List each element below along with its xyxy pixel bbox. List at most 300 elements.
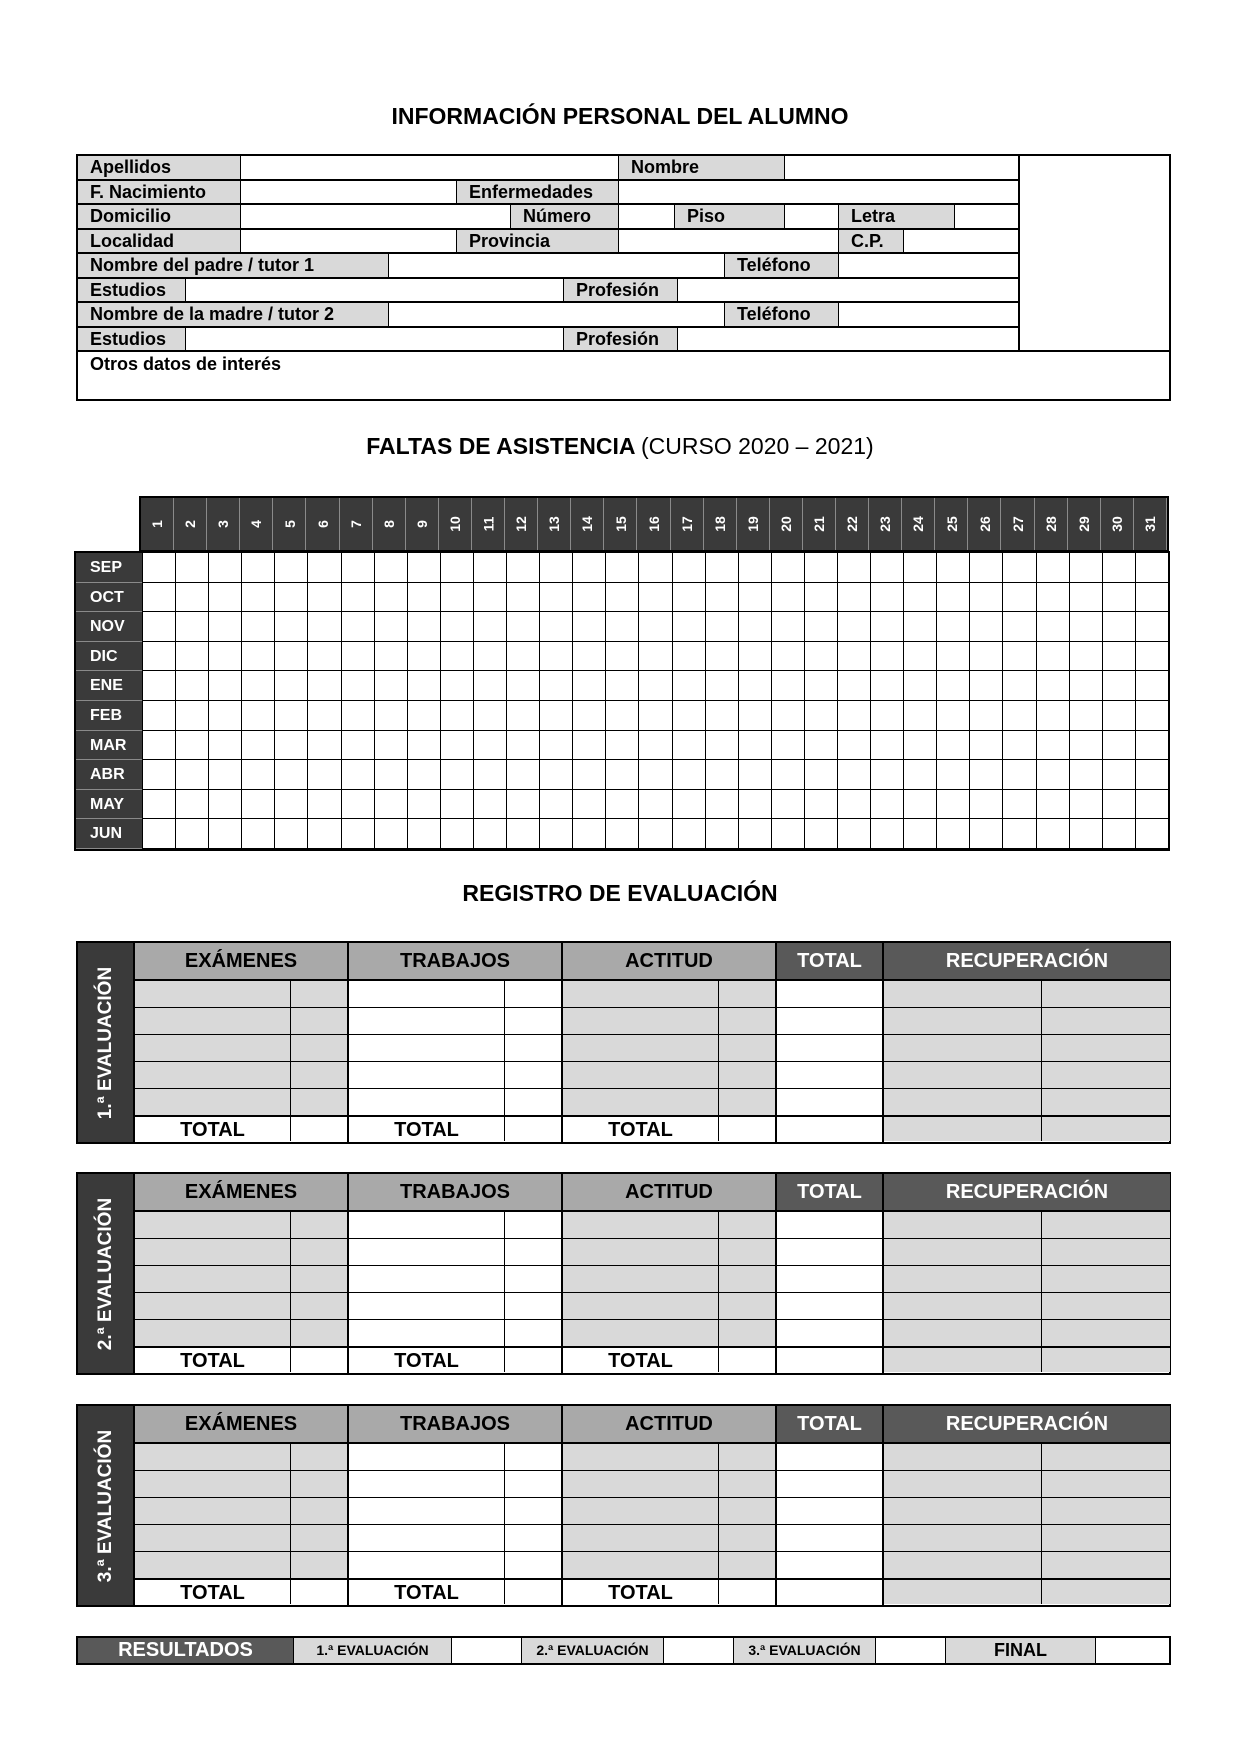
actitud-item-cell[interactable]: [563, 1239, 719, 1265]
trabajos-item-cell[interactable]: [349, 1089, 505, 1115]
attendance-cell[interactable]: [638, 731, 671, 761]
examenes-item-cell[interactable]: [135, 1239, 291, 1265]
attendance-cell[interactable]: [341, 760, 374, 790]
actitud-grade-cell[interactable]: [719, 1320, 775, 1346]
recuperacion-item-cell[interactable]: [884, 1212, 1042, 1238]
attendance-cell[interactable]: [903, 731, 936, 761]
attendance-cell[interactable]: [903, 790, 936, 820]
attendance-cell[interactable]: [1102, 790, 1135, 820]
attendance-cell[interactable]: [771, 612, 804, 642]
attendance-cell[interactable]: [473, 760, 506, 790]
attendance-cell[interactable]: [506, 731, 539, 761]
attendance-cell[interactable]: [738, 553, 771, 583]
actitud-grade-cell[interactable]: [719, 1348, 775, 1372]
attendance-cell[interactable]: [274, 583, 307, 613]
total-grade-cell[interactable]: [777, 1498, 882, 1525]
attendance-cell[interactable]: [572, 701, 605, 731]
attendance-cell[interactable]: [506, 553, 539, 583]
trabajos-grade-cell[interactable]: [505, 981, 561, 1007]
trabajos-item-cell[interactable]: [349, 1239, 505, 1265]
attendance-cell[interactable]: [539, 819, 572, 849]
attendance-cell[interactable]: [903, 642, 936, 672]
examenes-grade-cell[interactable]: [291, 1525, 347, 1551]
attendance-cell[interactable]: [705, 701, 738, 731]
attendance-cell[interactable]: [307, 583, 340, 613]
attendance-cell[interactable]: [738, 790, 771, 820]
attendance-cell[interactable]: [175, 819, 208, 849]
total-grade-cell[interactable]: [777, 1035, 882, 1062]
attendance-cell[interactable]: [241, 760, 274, 790]
actitud-item-cell[interactable]: [563, 1062, 719, 1088]
attendance-cell[interactable]: [208, 790, 241, 820]
attendance-cell[interactable]: [374, 642, 407, 672]
attendance-cell[interactable]: [1102, 819, 1135, 849]
total-grade-cell[interactable]: [777, 1552, 882, 1579]
attendance-cell[interactable]: [804, 612, 837, 642]
total-grade-cell[interactable]: [777, 1089, 882, 1116]
actitud-grade-cell[interactable]: [719, 1471, 775, 1497]
attendance-cell[interactable]: [572, 612, 605, 642]
recuperacion-item-cell[interactable]: [884, 1580, 1042, 1604]
attendance-cell[interactable]: [208, 553, 241, 583]
actitud-grade-cell[interactable]: [719, 1062, 775, 1088]
attendance-cell[interactable]: [738, 671, 771, 701]
attendance-cell[interactable]: [539, 760, 572, 790]
recuperacion-grade-cell[interactable]: [1042, 1580, 1170, 1604]
attendance-cell[interactable]: [175, 760, 208, 790]
trabajos-item-cell[interactable]: [349, 1444, 505, 1470]
examenes-grade-cell[interactable]: [291, 981, 347, 1007]
actitud-item-cell[interactable]: [563, 1035, 719, 1061]
trabajos-item-cell[interactable]: [349, 1212, 505, 1238]
estudios-madre-field[interactable]: [185, 328, 563, 351]
nacimiento-field[interactable]: [240, 181, 456, 204]
attendance-cell[interactable]: [1069, 671, 1102, 701]
attendance-cell[interactable]: [837, 583, 870, 613]
attendance-cell[interactable]: [1069, 553, 1102, 583]
trabajos-item-cell[interactable]: [349, 1266, 505, 1292]
examenes-grade-cell[interactable]: [291, 1552, 347, 1578]
actitud-grade-cell[interactable]: [719, 981, 775, 1007]
attendance-cell[interactable]: [969, 731, 1002, 761]
attendance-cell[interactable]: [506, 642, 539, 672]
attendance-cell[interactable]: [274, 642, 307, 672]
examenes-grade-cell[interactable]: [291, 1089, 347, 1115]
attendance-cell[interactable]: [142, 583, 175, 613]
attendance-cell[interactable]: [506, 583, 539, 613]
recuperacion-item-cell[interactable]: [884, 1525, 1042, 1551]
examenes-grade-cell[interactable]: [291, 1498, 347, 1524]
recuperacion-grade-cell[interactable]: [1042, 1525, 1170, 1551]
attendance-cell[interactable]: [142, 731, 175, 761]
recuperacion-item-cell[interactable]: [884, 1008, 1042, 1034]
actitud-grade-cell[interactable]: [719, 1117, 775, 1141]
trabajos-item-cell[interactable]: [349, 1552, 505, 1578]
recuperacion-item-cell[interactable]: [884, 1320, 1042, 1346]
letra-field[interactable]: [954, 205, 1018, 228]
attendance-cell[interactable]: [638, 671, 671, 701]
attendance-cell[interactable]: [837, 671, 870, 701]
attendance-cell[interactable]: [1036, 701, 1069, 731]
total-grade-cell[interactable]: [777, 1471, 882, 1498]
attendance-cell[interactable]: [307, 790, 340, 820]
trabajos-item-cell[interactable]: [349, 1293, 505, 1319]
attendance-cell[interactable]: [672, 701, 705, 731]
examenes-item-cell[interactable]: [135, 1212, 291, 1238]
attendance-cell[interactable]: [672, 731, 705, 761]
attendance-cell[interactable]: [241, 731, 274, 761]
recuperacion-item-cell[interactable]: [884, 1444, 1042, 1470]
actitud-item-cell[interactable]: [563, 981, 719, 1007]
examenes-grade-cell[interactable]: [291, 1062, 347, 1088]
attendance-cell[interactable]: [1036, 760, 1069, 790]
attendance-cell[interactable]: [638, 583, 671, 613]
actitud-grade-cell[interactable]: [719, 1552, 775, 1578]
attendance-cell[interactable]: [274, 819, 307, 849]
attendance-cell[interactable]: [407, 701, 440, 731]
attendance-cell[interactable]: [274, 731, 307, 761]
attendance-cell[interactable]: [142, 790, 175, 820]
total-grade-cell[interactable]: [777, 1062, 882, 1089]
attendance-cell[interactable]: [837, 701, 870, 731]
recuperacion-item-cell[interactable]: [884, 1498, 1042, 1524]
attendance-cell[interactable]: [738, 642, 771, 672]
attendance-cell[interactable]: [142, 760, 175, 790]
telefono-madre-field[interactable]: [838, 303, 1018, 326]
attendance-cell[interactable]: [605, 553, 638, 583]
attendance-cell[interactable]: [274, 553, 307, 583]
attendance-cell[interactable]: [903, 583, 936, 613]
actitud-item-cell[interactable]: [563, 1498, 719, 1524]
recuperacion-grade-cell[interactable]: [1042, 1089, 1170, 1115]
recuperacion-grade-cell[interactable]: [1042, 1498, 1170, 1524]
actitud-item-cell[interactable]: [563, 1552, 719, 1578]
examenes-item-cell[interactable]: [135, 1552, 291, 1578]
attendance-cell[interactable]: [672, 642, 705, 672]
attendance-cell[interactable]: [936, 701, 969, 731]
attendance-cell[interactable]: [341, 642, 374, 672]
attendance-cell[interactable]: [1036, 731, 1069, 761]
trabajos-grade-cell[interactable]: [505, 1293, 561, 1319]
attendance-cell[interactable]: [506, 819, 539, 849]
attendance-cell[interactable]: [407, 760, 440, 790]
attendance-cell[interactable]: [307, 553, 340, 583]
attendance-cell[interactable]: [241, 701, 274, 731]
actitud-item-cell[interactable]: [563, 1089, 719, 1115]
attendance-cell[interactable]: [870, 819, 903, 849]
attendance-cell[interactable]: [241, 642, 274, 672]
telefono-padre-field[interactable]: [838, 254, 1018, 277]
attendance-cell[interactable]: [1002, 731, 1035, 761]
attendance-cell[interactable]: [738, 760, 771, 790]
actitud-item-cell[interactable]: [563, 1266, 719, 1292]
attendance-cell[interactable]: [506, 760, 539, 790]
attendance-cell[interactable]: [506, 790, 539, 820]
attendance-cell[interactable]: [870, 731, 903, 761]
attendance-cell[interactable]: [374, 790, 407, 820]
total-grade-cell[interactable]: [777, 1239, 882, 1266]
attendance-cell[interactable]: [969, 553, 1002, 583]
attendance-cell[interactable]: [407, 790, 440, 820]
domicilio-field[interactable]: [240, 205, 510, 228]
attendance-cell[interactable]: [374, 612, 407, 642]
attendance-cell[interactable]: [870, 671, 903, 701]
total-grade-cell[interactable]: [777, 1320, 882, 1347]
padre-field[interactable]: [388, 254, 724, 277]
examenes-item-cell[interactable]: [135, 1525, 291, 1551]
attendance-cell[interactable]: [208, 701, 241, 731]
actitud-grade-cell[interactable]: [719, 1008, 775, 1034]
attendance-cell[interactable]: [241, 553, 274, 583]
attendance-cell[interactable]: [1135, 819, 1168, 849]
attendance-cell[interactable]: [539, 671, 572, 701]
attendance-cell[interactable]: [870, 642, 903, 672]
attendance-cell[interactable]: [374, 553, 407, 583]
attendance-cell[interactable]: [605, 819, 638, 849]
attendance-cell[interactable]: [175, 790, 208, 820]
attendance-cell[interactable]: [440, 819, 473, 849]
attendance-cell[interactable]: [837, 553, 870, 583]
attendance-cell[interactable]: [440, 790, 473, 820]
attendance-cell[interactable]: [572, 642, 605, 672]
attendance-cell[interactable]: [1135, 731, 1168, 761]
recuperacion-item-cell[interactable]: [884, 981, 1042, 1007]
recuperacion-item-cell[interactable]: [884, 1239, 1042, 1265]
attendance-cell[interactable]: [638, 701, 671, 731]
recuperacion-grade-cell[interactable]: [1042, 1320, 1170, 1346]
attendance-cell[interactable]: [771, 819, 804, 849]
attendance-cell[interactable]: [903, 553, 936, 583]
madre-field[interactable]: [388, 303, 724, 326]
examenes-item-cell[interactable]: [135, 1089, 291, 1115]
attendance-cell[interactable]: [473, 701, 506, 731]
actitud-item-cell[interactable]: [563, 1525, 719, 1551]
trabajos-item-cell[interactable]: [349, 1062, 505, 1088]
attendance-cell[interactable]: [969, 819, 1002, 849]
attendance-cell[interactable]: [473, 819, 506, 849]
attendance-cell[interactable]: [705, 790, 738, 820]
attendance-cell[interactable]: [440, 553, 473, 583]
attendance-cell[interactable]: [473, 642, 506, 672]
attendance-cell[interactable]: [341, 553, 374, 583]
trabajos-grade-cell[interactable]: [505, 1552, 561, 1578]
attendance-cell[interactable]: [307, 671, 340, 701]
results-eval2-field[interactable]: [664, 1638, 734, 1663]
trabajos-grade-cell[interactable]: [505, 1525, 561, 1551]
recuperacion-grade-cell[interactable]: [1042, 1348, 1170, 1372]
recuperacion-item-cell[interactable]: [884, 1471, 1042, 1497]
attendance-cell[interactable]: [705, 642, 738, 672]
attendance-cell[interactable]: [1002, 790, 1035, 820]
attendance-cell[interactable]: [1069, 790, 1102, 820]
attendance-cell[interactable]: [1036, 819, 1069, 849]
attendance-cell[interactable]: [374, 583, 407, 613]
attendance-cell[interactable]: [142, 612, 175, 642]
attendance-cell[interactable]: [1069, 583, 1102, 613]
attendance-cell[interactable]: [274, 671, 307, 701]
examenes-item-cell[interactable]: [135, 1062, 291, 1088]
recuperacion-item-cell[interactable]: [884, 1117, 1042, 1141]
attendance-cell[interactable]: [1069, 731, 1102, 761]
attendance-cell[interactable]: [936, 819, 969, 849]
attendance-cell[interactable]: [473, 731, 506, 761]
attendance-cell[interactable]: [1102, 671, 1135, 701]
trabajos-grade-cell[interactable]: [505, 1212, 561, 1238]
examenes-item-cell[interactable]: [135, 1320, 291, 1346]
trabajos-grade-cell[interactable]: [505, 1471, 561, 1497]
recuperacion-item-cell[interactable]: [884, 1293, 1042, 1319]
attendance-cell[interactable]: [672, 671, 705, 701]
attendance-cell[interactable]: [837, 642, 870, 672]
profesion-madre-field[interactable]: [677, 328, 1018, 351]
attendance-cell[interactable]: [1002, 701, 1035, 731]
trabajos-grade-cell[interactable]: [505, 1035, 561, 1061]
attendance-cell[interactable]: [241, 612, 274, 642]
examenes-grade-cell[interactable]: [291, 1580, 347, 1604]
examenes-grade-cell[interactable]: [291, 1266, 347, 1292]
attendance-cell[interactable]: [705, 583, 738, 613]
attendance-cell[interactable]: [539, 553, 572, 583]
attendance-cell[interactable]: [341, 790, 374, 820]
attendance-cell[interactable]: [1102, 701, 1135, 731]
attendance-cell[interactable]: [837, 760, 870, 790]
attendance-cell[interactable]: [572, 671, 605, 701]
examenes-item-cell[interactable]: [135, 1471, 291, 1497]
trabajos-item-cell[interactable]: [349, 1035, 505, 1061]
total-grade-cell[interactable]: [777, 1444, 882, 1471]
attendance-cell[interactable]: [804, 760, 837, 790]
attendance-cell[interactable]: [936, 583, 969, 613]
attendance-cell[interactable]: [539, 583, 572, 613]
attendance-cell[interactable]: [208, 612, 241, 642]
attendance-cell[interactable]: [506, 612, 539, 642]
total-grade-cell[interactable]: [777, 1266, 882, 1293]
attendance-cell[interactable]: [307, 760, 340, 790]
actitud-grade-cell[interactable]: [719, 1525, 775, 1551]
attendance-cell[interactable]: [440, 642, 473, 672]
actitud-item-cell[interactable]: [563, 1320, 719, 1346]
attendance-cell[interactable]: [705, 731, 738, 761]
otros-datos-field[interactable]: [78, 352, 1169, 400]
attendance-cell[interactable]: [804, 553, 837, 583]
attendance-cell[interactable]: [870, 701, 903, 731]
attendance-cell[interactable]: [638, 819, 671, 849]
attendance-cell[interactable]: [208, 642, 241, 672]
attendance-cell[interactable]: [407, 671, 440, 701]
results-eval3-field[interactable]: [876, 1638, 946, 1663]
attendance-cell[interactable]: [407, 583, 440, 613]
actitud-grade-cell[interactable]: [719, 1266, 775, 1292]
photo-box[interactable]: [1018, 156, 1171, 352]
attendance-cell[interactable]: [969, 583, 1002, 613]
attendance-cell[interactable]: [672, 790, 705, 820]
attendance-cell[interactable]: [539, 731, 572, 761]
examenes-grade-cell[interactable]: [291, 1212, 347, 1238]
trabajos-grade-cell[interactable]: [505, 1580, 561, 1604]
attendance-cell[interactable]: [870, 760, 903, 790]
attendance-cell[interactable]: [307, 612, 340, 642]
attendance-cell[interactable]: [572, 819, 605, 849]
total-grade-cell[interactable]: [777, 1525, 882, 1552]
attendance-cell[interactable]: [771, 790, 804, 820]
attendance-cell[interactable]: [738, 701, 771, 731]
attendance-cell[interactable]: [1135, 612, 1168, 642]
attendance-cell[interactable]: [936, 731, 969, 761]
recuperacion-grade-cell[interactable]: [1042, 1062, 1170, 1088]
attendance-cell[interactable]: [1036, 671, 1069, 701]
attendance-cell[interactable]: [605, 671, 638, 701]
examenes-grade-cell[interactable]: [291, 1471, 347, 1497]
trabajos-item-cell[interactable]: [349, 1525, 505, 1551]
attendance-cell[interactable]: [208, 819, 241, 849]
attendance-cell[interactable]: [440, 671, 473, 701]
attendance-cell[interactable]: [374, 701, 407, 731]
attendance-cell[interactable]: [705, 760, 738, 790]
attendance-cell[interactable]: [969, 671, 1002, 701]
examenes-item-cell[interactable]: [135, 1293, 291, 1319]
attendance-cell[interactable]: [440, 583, 473, 613]
attendance-cell[interactable]: [672, 612, 705, 642]
actitud-grade-cell[interactable]: [719, 1212, 775, 1238]
attendance-cell[interactable]: [903, 612, 936, 642]
recuperacion-item-cell[interactable]: [884, 1348, 1042, 1372]
attendance-cell[interactable]: [473, 612, 506, 642]
attendance-cell[interactable]: [274, 701, 307, 731]
recuperacion-grade-cell[interactable]: [1042, 1444, 1170, 1470]
attendance-cell[interactable]: [572, 553, 605, 583]
recuperacion-item-cell[interactable]: [884, 1552, 1042, 1578]
attendance-cell[interactable]: [804, 701, 837, 731]
attendance-cell[interactable]: [407, 819, 440, 849]
attendance-cell[interactable]: [804, 731, 837, 761]
attendance-cell[interactable]: [1002, 819, 1035, 849]
attendance-cell[interactable]: [771, 701, 804, 731]
trabajos-item-cell[interactable]: [349, 1498, 505, 1524]
attendance-cell[interactable]: [1002, 612, 1035, 642]
attendance-cell[interactable]: [672, 760, 705, 790]
attendance-cell[interactable]: [1102, 553, 1135, 583]
trabajos-grade-cell[interactable]: [505, 1444, 561, 1470]
recuperacion-grade-cell[interactable]: [1042, 1471, 1170, 1497]
examenes-item-cell[interactable]: [135, 1266, 291, 1292]
attendance-cell[interactable]: [1036, 583, 1069, 613]
attendance-cell[interactable]: [837, 819, 870, 849]
cp-field[interactable]: [903, 230, 1018, 253]
attendance-cell[interactable]: [175, 583, 208, 613]
attendance-cell[interactable]: [142, 553, 175, 583]
nombre-field[interactable]: [784, 156, 1018, 179]
attendance-cell[interactable]: [142, 701, 175, 731]
examenes-grade-cell[interactable]: [291, 1348, 347, 1372]
attendance-cell[interactable]: [473, 583, 506, 613]
attendance-cell[interactable]: [804, 671, 837, 701]
attendance-cell[interactable]: [672, 819, 705, 849]
total-grade-cell[interactable]: [777, 1579, 882, 1604]
attendance-cell[interactable]: [341, 612, 374, 642]
attendance-cell[interactable]: [341, 583, 374, 613]
attendance-cell[interactable]: [705, 553, 738, 583]
attendance-cell[interactable]: [969, 642, 1002, 672]
attendance-cell[interactable]: [407, 642, 440, 672]
attendance-cell[interactable]: [936, 790, 969, 820]
attendance-cell[interactable]: [903, 671, 936, 701]
attendance-cell[interactable]: [605, 583, 638, 613]
attendance-cell[interactable]: [1135, 701, 1168, 731]
attendance-cell[interactable]: [1135, 583, 1168, 613]
examenes-grade-cell[interactable]: [291, 1035, 347, 1061]
trabajos-item-cell[interactable]: [349, 1008, 505, 1034]
actitud-item-cell[interactable]: [563, 1471, 719, 1497]
